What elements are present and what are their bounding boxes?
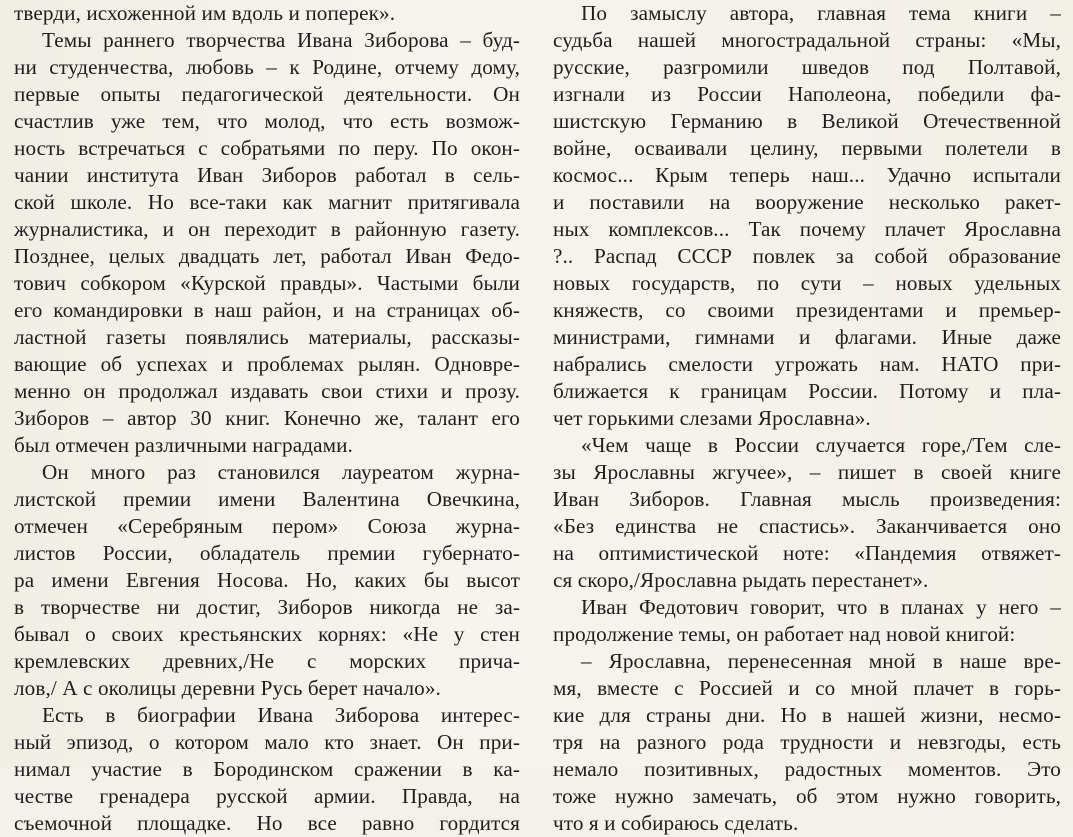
text-line: немало позитивных, радостных моментов. Это bbox=[553, 757, 1061, 781]
text-line: съемочной площадке. Но все равно гордится bbox=[14, 811, 520, 835]
text-line: журналистика, и он переходит в районную газету. bbox=[14, 217, 520, 241]
text-line: ра имени Евгения Носова. Но, каких бы высот bbox=[14, 568, 520, 592]
text-line: нимал участие в Бородинском сражении в ка- bbox=[14, 757, 520, 781]
text-line: чании института Иван Зиборов работал в сель- bbox=[14, 163, 520, 187]
paragraph-first-line: Темы раннего творчества Ивана Зиборова – буд- bbox=[42, 28, 520, 52]
text-line: счастлив уже тем, что молод, что есть возмож- bbox=[14, 109, 520, 133]
text-line: был отмечен различными наградами. bbox=[14, 433, 353, 457]
text-line: мя, вместе с Россией и со мной плачет в горь- bbox=[553, 676, 1061, 700]
paragraph-first-line: По замыслу автора, главная тема книги – bbox=[581, 1, 1061, 25]
paragraph-first-line: – Ярославна, перенесенная мной в наше вре- bbox=[581, 649, 1061, 673]
text-line: Позднее, целых двадцать лет, работал Иван Федо- bbox=[14, 244, 520, 268]
text-line: тверди, исхоженной им вдоль и поперек». bbox=[14, 1, 396, 25]
text-line: честве гренадера русской армии. Правда, на bbox=[14, 784, 520, 808]
text-line: ных комплексов... Так почему плачет Ярославна bbox=[553, 217, 1061, 241]
text-line: в творчестве ни достиг, Зиборов никогда не за- bbox=[14, 595, 520, 619]
text-line: его командировки в наш район, и на страницах об- bbox=[14, 298, 520, 322]
text-line: ской школе. Но все-таки как магнит притягивала bbox=[14, 190, 520, 214]
text-line: ность встречаться с собратьями по перу. По окон- bbox=[14, 136, 520, 160]
text-line: что я и собираюсь сделать. bbox=[553, 811, 799, 835]
text-line: ?.. Распад СССР повлек за собой образование bbox=[553, 244, 1061, 268]
text-line: княжеств, со своими президентами и премьер- bbox=[553, 298, 1061, 322]
paragraph-first-line: «Чем чаще в России случается горе,/Тем сле- bbox=[581, 433, 1061, 457]
text-line: ластной газеты появлялись материалы, рассказы- bbox=[14, 325, 520, 349]
left-column bbox=[14, 0, 520, 835]
text-line: менно он продолжал издавать свои стихи и прозу. bbox=[14, 379, 520, 403]
text-line: продолжение темы, он работает над новой книгой: bbox=[553, 622, 1016, 646]
text-line: на оптимистической ноте: «Пандемия отвяжет- bbox=[553, 541, 1061, 565]
text-line: министрами, гимнами и флагами. Иные даже bbox=[553, 325, 1061, 349]
text-line: судьба нашей многострадальной страны: «Мы, bbox=[553, 28, 1061, 52]
text-line: войне, осваивали целину, первыми полетели в bbox=[553, 136, 1061, 160]
text-line: кремлевских древних,/Не с морских прича- bbox=[14, 649, 520, 673]
text-line: и поставили на вооружение несколько ракет- bbox=[553, 190, 1061, 214]
text-line: «Без единства не спастись». Заканчивается оно bbox=[553, 514, 1061, 538]
text-line: космос... Крым теперь наш... Удачно испытали bbox=[553, 163, 1061, 187]
text-line: первые опыты педагогической деятельности. Он bbox=[14, 82, 520, 106]
text-line: тря на разного рода трудности и невзгоды, есть bbox=[553, 730, 1061, 754]
text-line: ный эпизод, о котором мало кто знает. Он при- bbox=[14, 730, 520, 754]
text-line: тоже нужно замечать, об этом нужно говорить, bbox=[553, 784, 1061, 808]
text-line: русские, разгромили шведов под Полтавой, bbox=[553, 55, 1061, 79]
text-line: новых государств, по сути – новых удельных bbox=[553, 271, 1061, 295]
text-line: отмечен «Серебряным пером» Союза журна- bbox=[14, 514, 520, 538]
text-line: Зиборов – автор 30 книг. Конечно же, талант его bbox=[14, 406, 520, 430]
text-line: зы Ярославны жгучее», – пишет в своей книге bbox=[553, 460, 1061, 484]
text-line: шистскую Германию в Великой Отечественной bbox=[553, 109, 1061, 133]
text-line: бывал о своих крестьянских корнях: «Не у стен bbox=[14, 622, 520, 646]
text-line: листов России, обладатель премии губернато- bbox=[14, 541, 520, 565]
paragraph-first-line: Он много раз становился лауреатом журна- bbox=[42, 460, 520, 484]
right-column bbox=[553, 0, 1061, 835]
text-line: изгнали из России Наполеона, победили фа- bbox=[553, 82, 1061, 106]
text-line: ни студенчества, любовь – к Родине, отчему дому, bbox=[14, 55, 520, 79]
text-line: лов,/ А с околицы деревни Русь берет начало». bbox=[14, 676, 441, 700]
paragraph-first-line: Есть в биографии Ивана Зиборова интерес- bbox=[42, 703, 520, 727]
text-line: ся скоро,/Ярославна рыдать перестанет». bbox=[553, 568, 929, 592]
text-line: ближается к границам России. Потому и пла- bbox=[553, 379, 1061, 403]
text-line: листской премии имени Валентина Овечкина, bbox=[14, 487, 520, 511]
text-line: вающие об успехах и проблемах рылян. Одновре- bbox=[14, 352, 520, 376]
text-line: набрались смелости угрожать нам. НАТО при- bbox=[553, 352, 1061, 376]
text-line: чет горькими слезами Ярославна». bbox=[553, 406, 871, 430]
text-line: Иван Зиборов. Главная мысль произведения: bbox=[553, 487, 1061, 511]
paragraph-first-line: Иван Федотович говорит, что в планах у него – bbox=[581, 595, 1061, 619]
text-line: кие для страны дни. Но в нашей жизни, несмо- bbox=[553, 703, 1061, 727]
text-line: тович собкором «Курской правды». Частыми были bbox=[14, 271, 520, 295]
